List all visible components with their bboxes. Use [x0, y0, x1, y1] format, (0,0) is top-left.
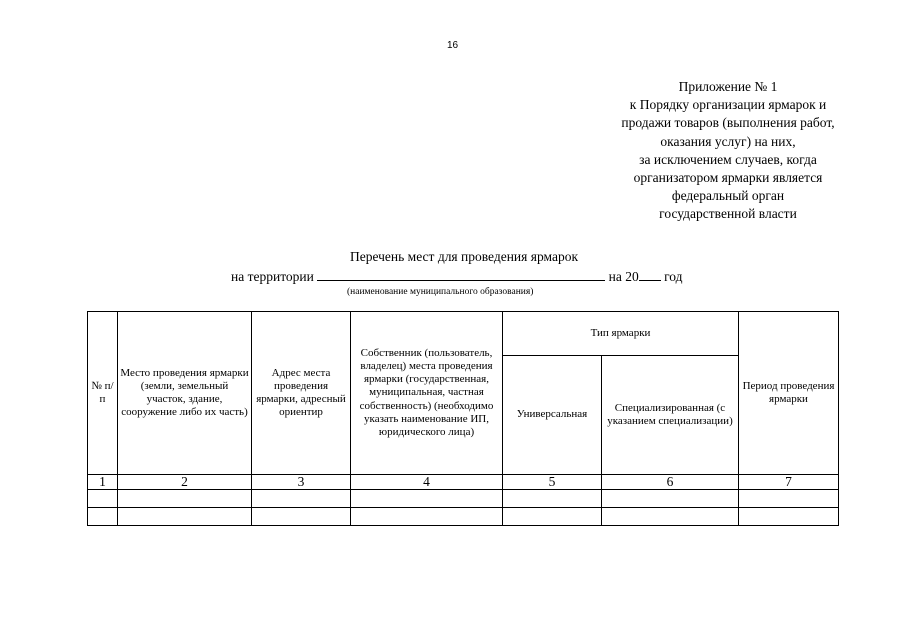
table-cell — [503, 508, 602, 526]
column-number: 4 — [351, 475, 503, 490]
table-cell — [351, 508, 503, 526]
document-title: Перечень мест для проведения ярмарок — [350, 249, 578, 264]
table-cell — [118, 508, 252, 526]
header-place: Место проведения ярмарки (земли, земельный участок, здание, сооружение либо их часть) — [118, 312, 252, 475]
column-number: 5 — [503, 475, 602, 490]
table-cell — [602, 490, 739, 508]
appendix-line: продажи товаров (выполнения работ, — [621, 115, 835, 131]
appendix-line: за исключением случаев, когда — [639, 151, 817, 167]
table-row — [88, 508, 839, 526]
header-address: Адрес места проведения ярмарки, адресный ориентир — [252, 312, 351, 475]
territory-year-prefix: на 20 — [608, 269, 639, 284]
territory-note: (наименование муниципального образования) — [347, 287, 534, 297]
table-cell — [739, 490, 839, 508]
column-number: 6 — [602, 475, 739, 490]
year-blank-line — [639, 268, 661, 281]
table-cell — [503, 490, 602, 508]
header-row — [88, 312, 839, 356]
header-owner: Собственник (пользователь, владелец) места проведения ярмарки (государственная, муниципальная, частная собственность) (необходимо указать наименование ИП, юридического лица) — [351, 312, 503, 475]
header-number: № п/п — [88, 312, 118, 475]
fairs-table — [87, 311, 839, 526]
table-cell — [88, 508, 118, 526]
territory-prefix: на территории — [231, 269, 314, 284]
column-numbers-row — [88, 475, 839, 490]
appendix-line: Приложение № 1 — [678, 79, 778, 94]
territory-blank-line — [317, 268, 605, 281]
table-cell — [88, 490, 118, 508]
header-specialized: Специализированная (с указанием специализации) — [602, 356, 739, 475]
appendix-line: оказания услуг) на них, — [660, 133, 796, 149]
page-number: 16 — [446, 40, 459, 51]
appendix-line: государственной власти — [659, 206, 797, 222]
table-cell — [739, 508, 839, 526]
appendix-line: к Порядку организации ярмарок и — [629, 97, 827, 113]
column-number: 7 — [739, 475, 839, 490]
territory-line — [231, 268, 683, 285]
header-period: Период проведения ярмарки — [739, 312, 839, 475]
appendix-block — [578, 78, 878, 224]
appendix-line: организатором ярмарки является — [633, 170, 823, 186]
column-number: 3 — [252, 475, 351, 490]
column-number: 1 — [88, 475, 118, 490]
table-cell — [602, 508, 739, 526]
table-cell — [252, 508, 351, 526]
territory-suffix: год — [664, 269, 683, 284]
appendix-line: федеральный орган — [671, 188, 785, 204]
table-row — [88, 490, 839, 508]
table-cell — [118, 490, 252, 508]
table-cell — [351, 490, 503, 508]
header-fair-type: Тип ярмарки — [503, 312, 739, 356]
header-universal: Универсальная — [503, 356, 602, 475]
table-cell — [252, 490, 351, 508]
column-number: 2 — [118, 475, 252, 490]
